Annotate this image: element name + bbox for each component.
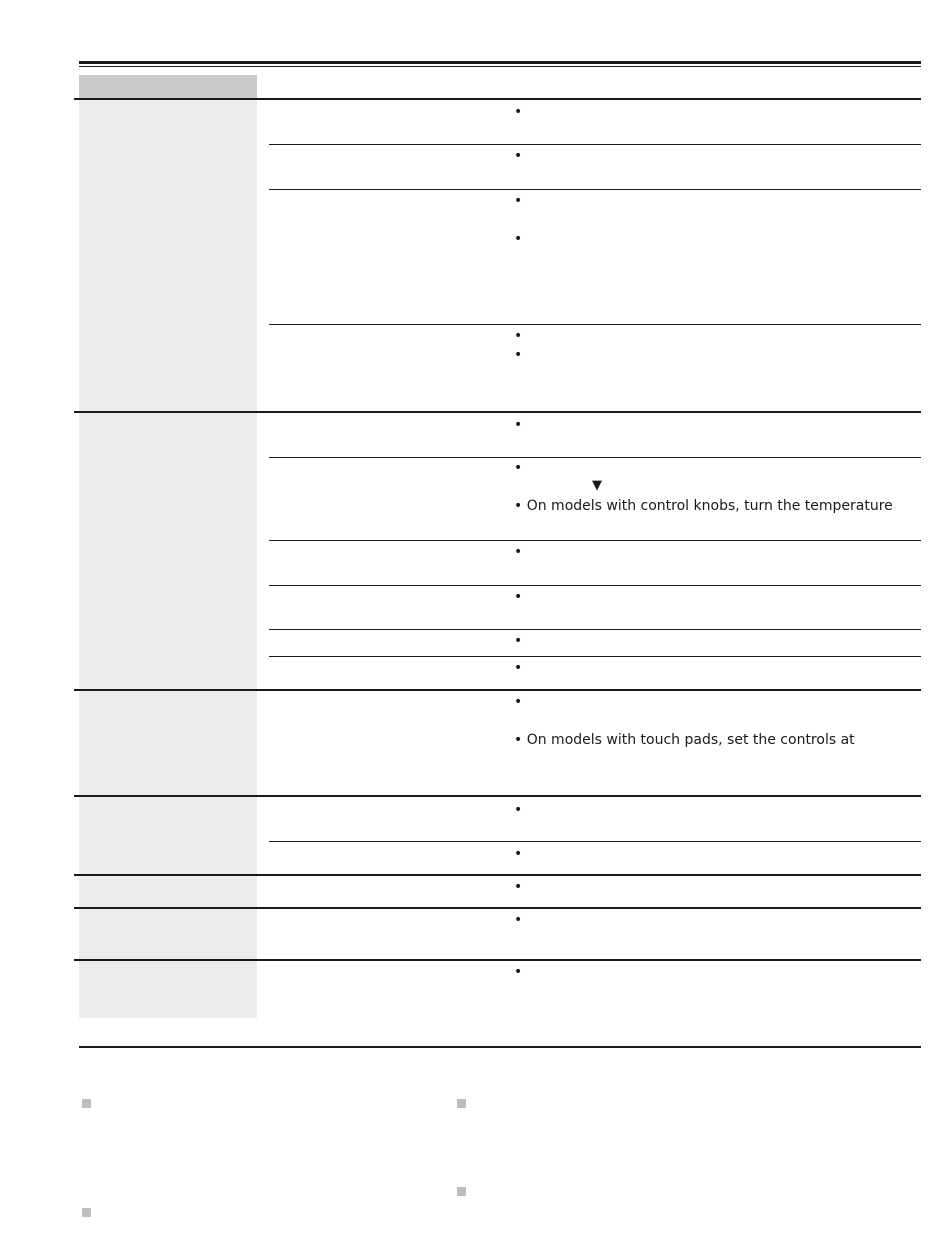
- bullet: •: [514, 544, 523, 560]
- section-rule: [74, 411, 921, 413]
- down-arrow-icon: ▼: [592, 478, 602, 493]
- bullet: •: [514, 148, 523, 164]
- section-rule: [74, 795, 921, 797]
- bullet: •: [514, 417, 523, 433]
- bullet: •: [514, 633, 523, 649]
- bullet: •: [514, 347, 523, 363]
- bullet: •: [514, 846, 523, 862]
- bullet: •: [514, 660, 523, 676]
- section-rule: [74, 907, 921, 909]
- sub-rule: [269, 189, 921, 190]
- bullet: •: [514, 964, 523, 980]
- section-rule: [74, 959, 921, 961]
- section-rule: [74, 689, 921, 691]
- square-marker-icon: [457, 1099, 466, 1108]
- bullet: •: [514, 802, 523, 818]
- bullet: •: [514, 912, 523, 928]
- sub-rule: [269, 629, 921, 630]
- top-rule-thick: [79, 61, 921, 64]
- bullet: •: [514, 589, 523, 605]
- bullet: •: [514, 104, 523, 120]
- bullet: •: [514, 193, 523, 209]
- bullet: •: [514, 328, 523, 344]
- section-rule: [74, 98, 921, 100]
- bullet: •: [514, 879, 523, 895]
- sub-rule: [269, 585, 921, 586]
- bottom-rule: [79, 1046, 921, 1048]
- top-rule-thin: [79, 66, 921, 67]
- section-rule: [74, 874, 921, 876]
- bullet: •: [514, 694, 523, 710]
- square-marker-icon: [457, 1187, 466, 1196]
- bullet: •: [514, 460, 523, 476]
- sub-rule: [269, 324, 921, 325]
- touch-pads-instruction: • On models with touch pads, set the controls at: [514, 732, 855, 748]
- sub-rule: [269, 656, 921, 657]
- bullet: •: [514, 231, 523, 247]
- sub-rule: [269, 457, 921, 458]
- sub-rule: [269, 144, 921, 145]
- sub-rule: [269, 841, 921, 842]
- square-marker-icon: [82, 1208, 91, 1217]
- sub-rule: [269, 540, 921, 541]
- problem-column-background: [79, 100, 257, 1018]
- control-knobs-instruction: • On models with control knobs, turn the temperature: [514, 498, 893, 514]
- square-marker-icon: [82, 1099, 91, 1108]
